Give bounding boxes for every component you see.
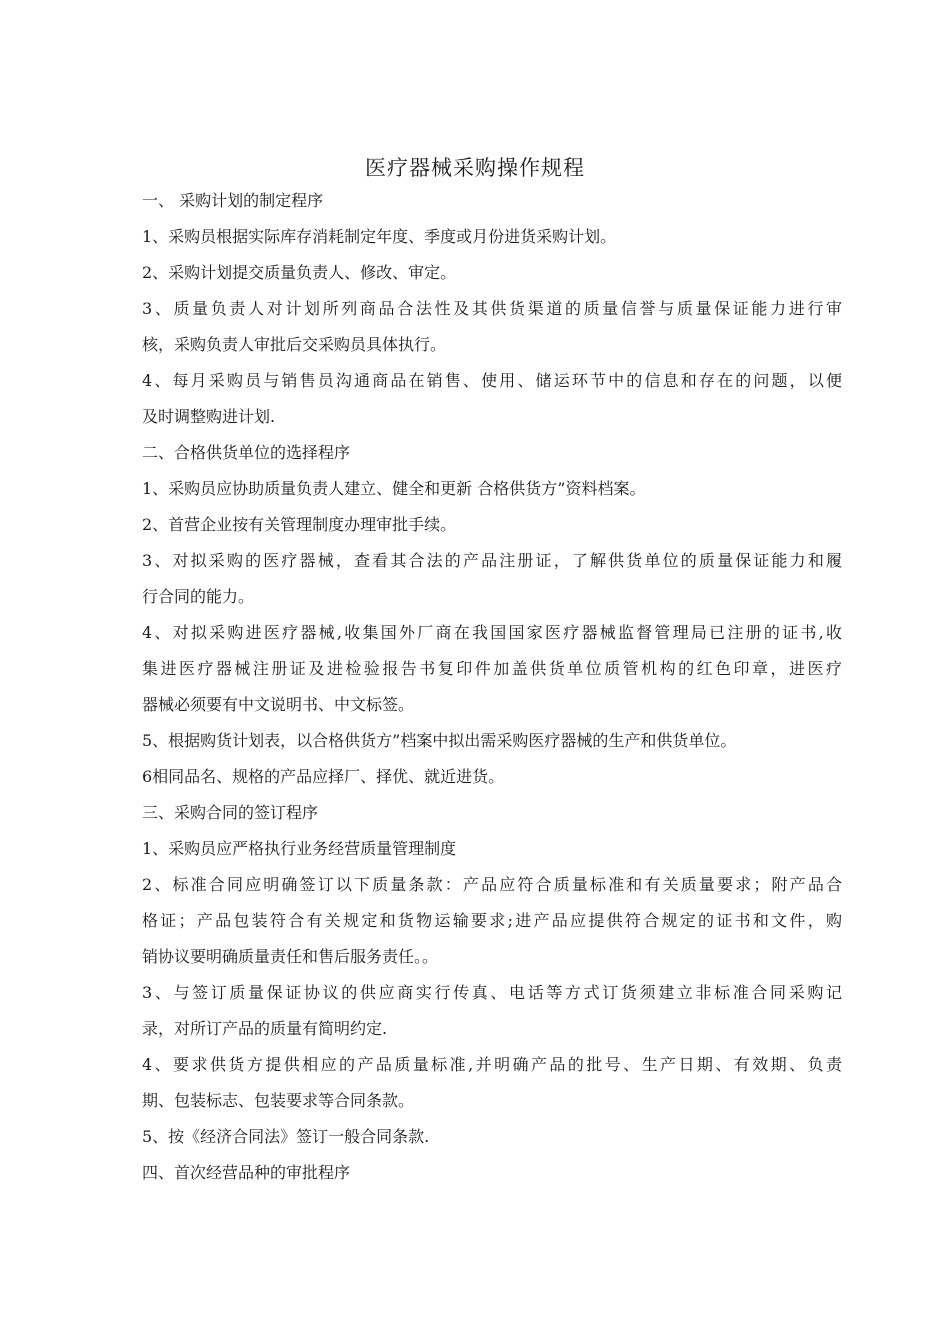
paragraph-line: 及时调整购进计划. (142, 407, 276, 426)
paragraph-line: 销协议要明确质量责任和售后服务责任。。 (142, 947, 439, 966)
paragraph-line: 行合同的能力。 (142, 587, 255, 606)
paragraph-line: 器械必须要有中文说明书、中文标签。 (142, 695, 415, 714)
paragraph-line: 核，采购负责人审批后交采购员具体执行。 (142, 335, 447, 354)
paragraph-line: 4、要求供货方提供相应的产品质量标准,并明确产品的批号、生产日期、有效期、负责 (142, 1055, 842, 1074)
paragraph-line: 6相同品名、规格的产品应择厂、择优、就近进货。 (142, 767, 505, 786)
paragraph-line: 1、采购员应协助质量负责人建立、健全和更新 合格供货方”资料档案。 (142, 479, 646, 498)
paragraph-line: 1、采购员应严格执行业务经营质量管理制度 (142, 839, 457, 858)
section-heading-3: 三、采购合同的签订程序 (142, 803, 319, 822)
paragraph-line: 3、质量负责人对计划所列商品合法性及其供货渠道的质量信誉与质量保证能力进行审 (142, 299, 842, 318)
paragraph-line: 期、包装标志、包装要求等合同条款。 (142, 1091, 415, 1110)
document-title: 医疗器械采购操作规程 (365, 156, 585, 180)
paragraph-line: 3、对拟采购的医疗器械，查看其合法的产品注册证，了解供货单位的质量保证能力和履 (142, 551, 842, 570)
paragraph-line: 2、采购计划提交质量负责人、修改、审定。 (142, 263, 457, 282)
paragraph-line: 5、按《经济合同法》签订一般合同条款. (142, 1127, 430, 1146)
section-heading-4: 四、首次经营品种的审批程序 (142, 1163, 351, 1182)
paragraph-line: 2、首营企业按有关管理制度办理审批手续。 (142, 515, 457, 534)
paragraph-line: 集进医疗器械注册证及进检验报告书复印件加盖供货单位质管机构的红色印章，进医疗 (142, 659, 842, 678)
paragraph-line: 4、对拟采购进医疗器械,收集国外厂商在我国国家医疗器械监督管理局已注册的证书,收 (142, 623, 842, 642)
section-heading-1: 一、 采购计划的制定程序 (142, 191, 324, 210)
paragraph-line: 5、根据购货计划表，以合格供货方”档案中拟出需采购医疗器械的生产和供货单位。 (142, 731, 737, 750)
paragraph-line: 4、每月采购员与销售员沟通商品在销售、使用、储运环节中的信息和存在的问题，以便 (142, 371, 842, 390)
paragraph-line: 1、采购员根据实际库存消耗制定年度、季度或月份进货采购计划。 (142, 227, 617, 246)
paragraph-line: 录，对所订产品的质量有简明约定. (142, 1019, 388, 1038)
paragraph-line: 2、标准合同应明确签订以下质量条款：产品应符合质量标准和有关质量要求；附产品合 (142, 875, 842, 894)
paragraph-line: 3、与签订质量保证协议的供应商实行传真、电话等方式订货须建立非标准合同采购记 (142, 983, 842, 1002)
section-heading-2: 二、合格供货单位的选择程序 (142, 443, 351, 462)
paragraph-line: 格证；产品包装符合有关规定和货物运输要求;进产品应提供符合规定的证书和文件，购 (142, 911, 842, 930)
